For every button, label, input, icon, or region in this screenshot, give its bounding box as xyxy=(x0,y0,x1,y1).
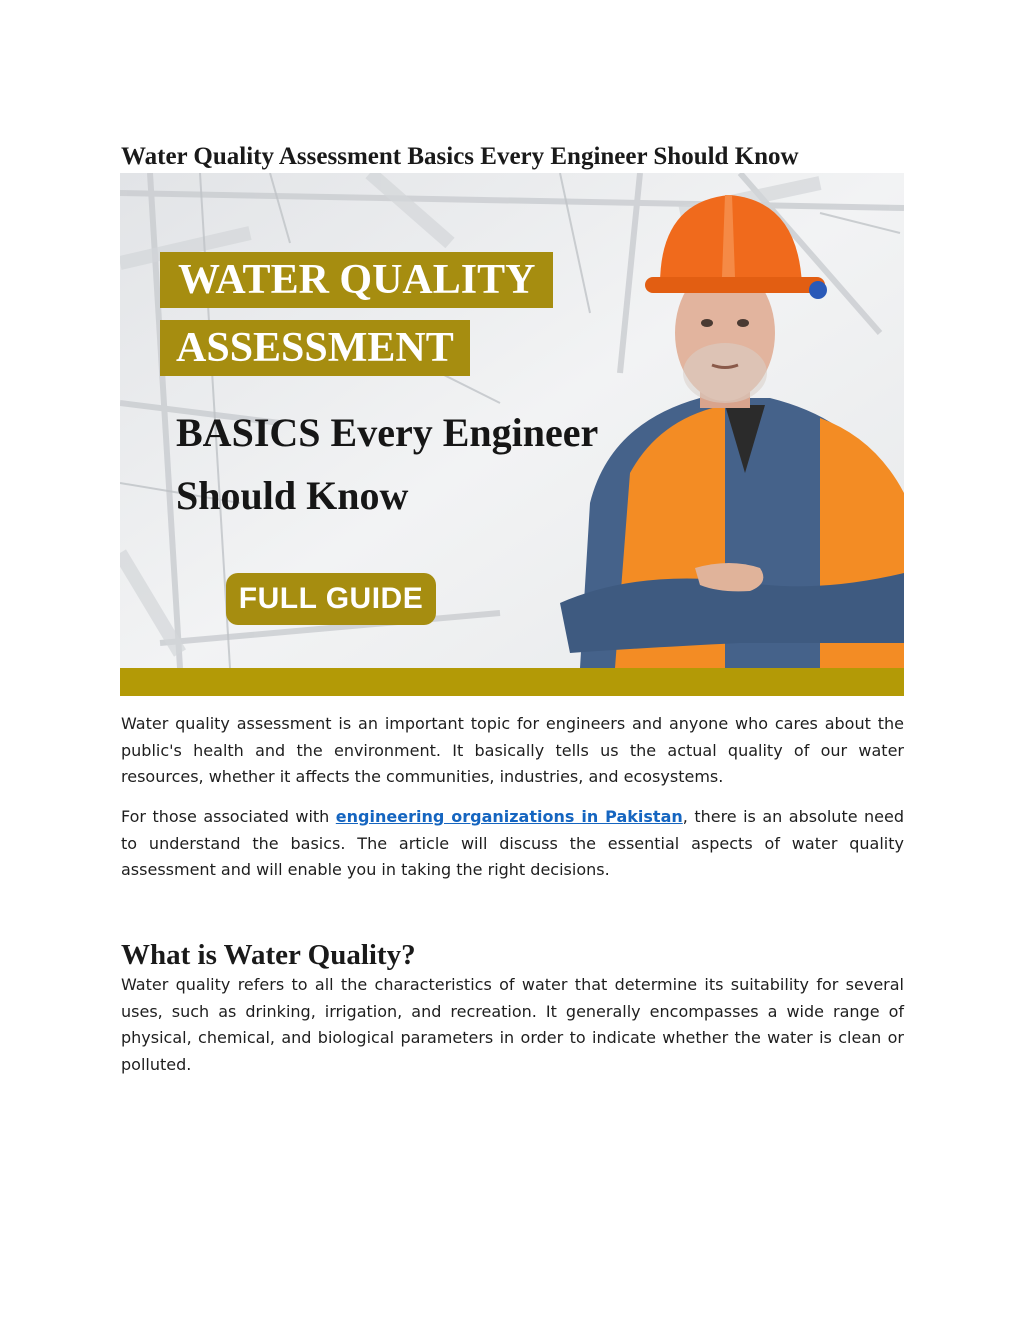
banner-tag-assessment: ASSESSMENT xyxy=(160,320,470,376)
banner-headline-line2: Should Know xyxy=(176,473,409,518)
banner-bottom-strip xyxy=(120,668,904,696)
banner-tag-water-quality: WATER QUALITY xyxy=(160,252,553,308)
engineering-organizations-link[interactable]: engineering organizations in Pakistan xyxy=(335,807,683,826)
hero-banner xyxy=(120,173,904,696)
second-paragraph xyxy=(121,804,904,884)
intro-paragraph: Water quality assessment is an important topic for engineers and anyone who cares about the public's health and the environment. It basically tells us the actual quality of our water resources, whether it affects the communities, industries, and ecosystems. xyxy=(121,714,904,786)
banner-headline-line1: BASICS Every Engineer xyxy=(176,410,599,455)
engineer-portrait xyxy=(520,173,904,668)
section-heading: What is Water Quality? xyxy=(121,939,416,971)
full-guide-button: FULL GUIDE xyxy=(226,573,436,625)
second-paragraph-text-before: For those associated with xyxy=(121,807,336,826)
page-title: Water Quality Assessment Basics Every Engineer Should Know xyxy=(121,143,799,170)
section-paragraph: Water quality refers to all the characteristics of water that determine its suitability for several uses, such as drinking, irrigation, and recreation. It generally encompasses a wide range of physical, chemical, and biological parameters in order to indicate whether the water is clean or polluted. xyxy=(121,975,904,1074)
second-paragraph-text-after: , there is an absolute need to understand the basics. The article will discuss the essential aspects of water quality assessment and will enable you in taking the right decisions. xyxy=(121,807,905,879)
